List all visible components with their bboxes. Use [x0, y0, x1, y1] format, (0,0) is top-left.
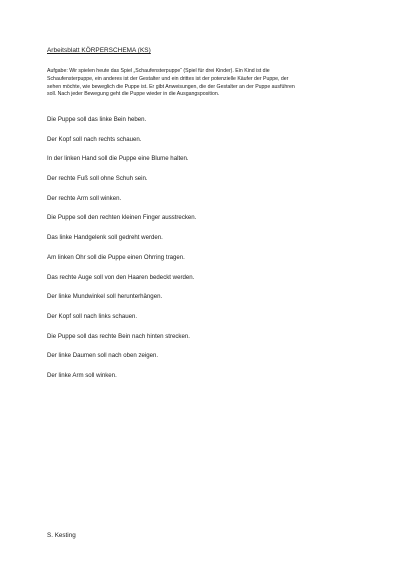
task-description [47, 68, 353, 99]
instruction-item: Am linken Ohr soll die Puppe einen Ohrring tragen. [47, 253, 185, 261]
task-line: Schaufensterpuppe, ein anderes ist der Gestalter und ein drittes ist der potenzielle Käufer der Puppe, der [47, 75, 289, 82]
instruction-item: Der linke Daumen soll nach oben zeigen. [47, 352, 159, 360]
instruction-item: Der linke Mundwinkel soll herunterhängen. [47, 293, 163, 301]
instruction-item: Das linke Handgelenk soll gedreht werden. [47, 234, 163, 242]
instruction-item: In der linken Hand soll die Puppe eine Blume halten. [47, 155, 189, 163]
instruction-item: Die Puppe soll das linke Bein heben. [47, 116, 147, 123]
task-line: sehen möchte, wie beweglich die Puppe ist. Er gibt Anweisungen, die der Gestalter an der Puppe ausführen [47, 83, 295, 90]
instruction-item: Der rechte Arm soll winken. [47, 194, 122, 202]
task-line: soll. Nach jeder Bewegung geht die Puppe wieder in die Ausgangsposition. [47, 91, 220, 98]
instruction-item: Die Puppe soll den rechten kleinen Finger ausstrecken. [47, 214, 197, 222]
author-signature: S. Kesting [47, 532, 76, 539]
instruction-item: Die Puppe soll das rechte Bein nach hinten strecken. [47, 332, 190, 340]
instruction-item: Das rechte Auge soll von den Haaren bedeckt werden. [47, 273, 195, 281]
instruction-item: Der linke Arm soll winken. [47, 371, 117, 379]
instruction-item: Der rechte Fuß soll ohne Schuh sein. [47, 175, 148, 183]
worksheet-title: Arbeitsblatt KÖRPERSCHEMA (KS) [47, 47, 151, 54]
instruction-item: Der Kopf soll nach rechts schauen. [47, 135, 142, 143]
instruction-item: Der Kopf soll nach links schauen. [47, 312, 138, 320]
task-line: Aufgabe: Wir spielen heute das Spiel „Schaufensterpuppe“ (Spiel für drei Kinder). Ein Kind ist die [47, 68, 270, 74]
instruction-list [47, 116, 196, 392]
